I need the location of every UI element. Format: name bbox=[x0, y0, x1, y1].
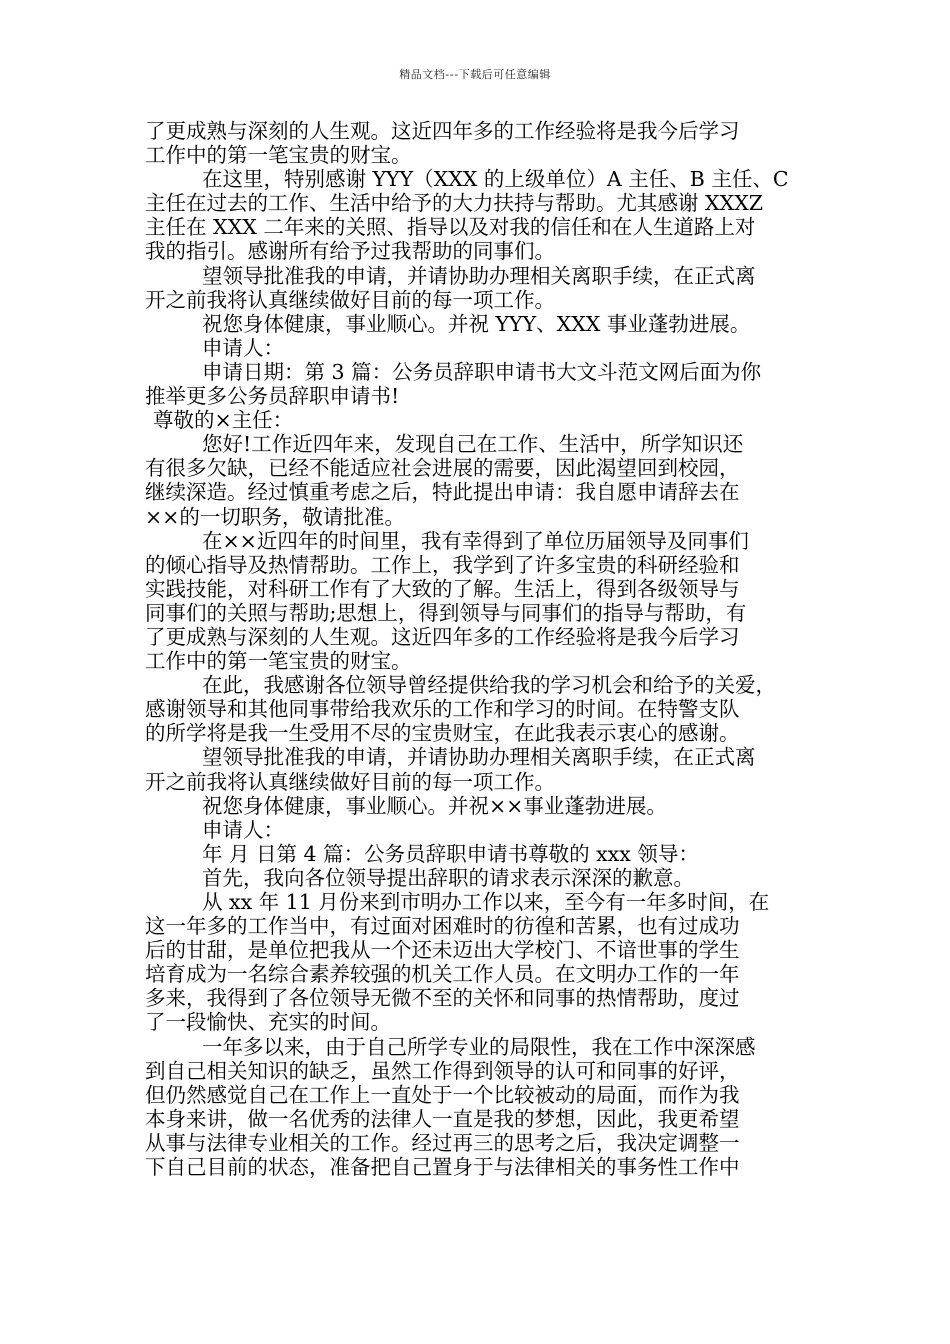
text-line: 了一段愉快、充实的时间。 bbox=[145, 1010, 391, 1035]
text-line: 申请人： bbox=[202, 335, 284, 360]
text-line: 感谢领导和其他同事带给我欢乐的工作和学习的时间。在特警支队 bbox=[145, 697, 740, 722]
text-line: 尊敬的×主任： bbox=[153, 408, 294, 433]
text-line: 了更成熟与深刻的人生观。这近四年多的工作经验将是我今后学习 bbox=[145, 624, 740, 649]
text-line: 首先，我向各位领导提出辞职的请求表示深深的歉意。 bbox=[202, 865, 694, 890]
text-line: 祝您身体健康，事业顺心。并祝 YYY、XXX 事业蓬勃进展。 bbox=[202, 311, 751, 336]
text-line: 多来，我得到了各位领导无微不至的关怀和同事的热情帮助，度过 bbox=[145, 986, 740, 1011]
text-line: 在此，我感谢各位领导曾经提供给我的学习机会和给予的关爱， bbox=[202, 673, 776, 698]
text-line: 开之前我将认真继续做好目前的每一项工作。 bbox=[145, 287, 555, 312]
text-line: 工作中的第一笔宝贵的财宝。 bbox=[145, 649, 412, 674]
text-line: 望领导批准我的申请，并请协助办理相关离职手续，在正式离 bbox=[202, 263, 756, 288]
text-line: 但仍然感觉自己在工作上一直处于一个比较被动的局面，而作为我 bbox=[145, 1082, 740, 1107]
text-line: 申请人： bbox=[202, 817, 284, 842]
text-line: 继续深造。经过慎重考虑之后，特此提出申请：我自愿申请辞去在 bbox=[145, 480, 740, 505]
text-line: 有很多欠缺，已经不能适应社会进展的需要，因此渴望回到校园， bbox=[145, 456, 740, 481]
text-line: 主任在 XXX 二年来的关照、指导以及对我的信任和在人生道路上对 bbox=[145, 215, 756, 240]
text-line: 推举更多公务员辞职申请书! bbox=[145, 384, 400, 409]
text-line: 年 月 日第 4 篇：公务员辞职申请书尊敬的 xxx 领导： bbox=[202, 841, 699, 866]
text-line: 这一年多的工作当中，有过面对困难时的彷徨和苦累，也有过成功 bbox=[145, 914, 740, 939]
text-line: 工作中的第一笔宝贵的财宝。 bbox=[145, 143, 412, 168]
text-line: 下自己目前的状态，准备把自己置身于与法律相关的事务性工作中 bbox=[145, 1155, 740, 1180]
text-line: 申请日期：第 3 篇：公务员辞职申请书大文斗范文网后面为你 bbox=[202, 359, 762, 384]
text-line: 一年多以来，由于自己所学专业的局限性，我在工作中深深感 bbox=[202, 1034, 756, 1059]
text-line: 了更成熟与深刻的人生观。这近四年多的工作经验将是我今后学习 bbox=[145, 119, 740, 143]
text-line: 到自己相关知识的缺乏，虽然工作得到领导的认可和同事的好评， bbox=[145, 1058, 740, 1083]
text-line: 您好!工作近四年来，发现自己在工作、生活中，所学知识还 bbox=[202, 432, 744, 457]
text-line: 实践技能，对科研工作有了大致的了解。生活上，得到各级领导与 bbox=[145, 576, 740, 601]
text-line: 的倾心指导及热情帮助。工作上，我学到了许多宝贵的科研经验和 bbox=[145, 552, 740, 577]
text-line: ××的一切职务，敬请批准。 bbox=[145, 504, 405, 529]
text-line: 的所学将是我一生受用不尽的宝贵财宝，在此我表示衷心的感谢。 bbox=[145, 721, 740, 746]
text-line: 主任在过去的工作、生活中给予的大力扶持与帮助。尤其感谢 XXXZ bbox=[145, 191, 764, 216]
text-line: 培育成为一名综合素养较强的机关工作人员。在文明办工作的一年 bbox=[145, 962, 740, 987]
text-line: 在××近四年的时间里，我有幸得到了单位历届领导及同事们 bbox=[202, 528, 749, 553]
text-line: 后的甘甜，是单位把我从一个还未迈出大学校门、不谙世事的学生 bbox=[145, 938, 740, 963]
page-header: 精品文档---下载后可任意编辑 bbox=[399, 68, 551, 81]
document-body bbox=[145, 119, 811, 1179]
text-line: 我的指引。感谢所有给予过我帮助的同事们。 bbox=[145, 239, 555, 264]
text-line: 从 xx 年 11 月份来到市明办工作以来，至今有一年多时间，在 bbox=[202, 890, 770, 914]
text-line: 从事与法律专业相关的工作。经过再三的思考之后，我决定调整一 bbox=[145, 1130, 740, 1155]
text-line: 祝您身体健康，事业顺心。并祝××事业蓬勃进展。 bbox=[202, 793, 667, 818]
text-line: 同事们的关照与帮助;思想上，得到领导与同事们的指导与帮助，有 bbox=[145, 600, 747, 625]
text-line: 望领导批准我的申请，并请协助办理相关离职手续，在正式离 bbox=[202, 745, 756, 770]
text-line: 开之前我将认真继续做好目前的每一项工作。 bbox=[145, 769, 555, 794]
text-line: 本身来讲，做一名优秀的法律人一直是我的梦想，因此，我更希望 bbox=[145, 1106, 740, 1131]
text-line: 在这里，特别感谢 YYY（XXX 的上级单位）A 主任、B 主任、C bbox=[202, 167, 789, 192]
